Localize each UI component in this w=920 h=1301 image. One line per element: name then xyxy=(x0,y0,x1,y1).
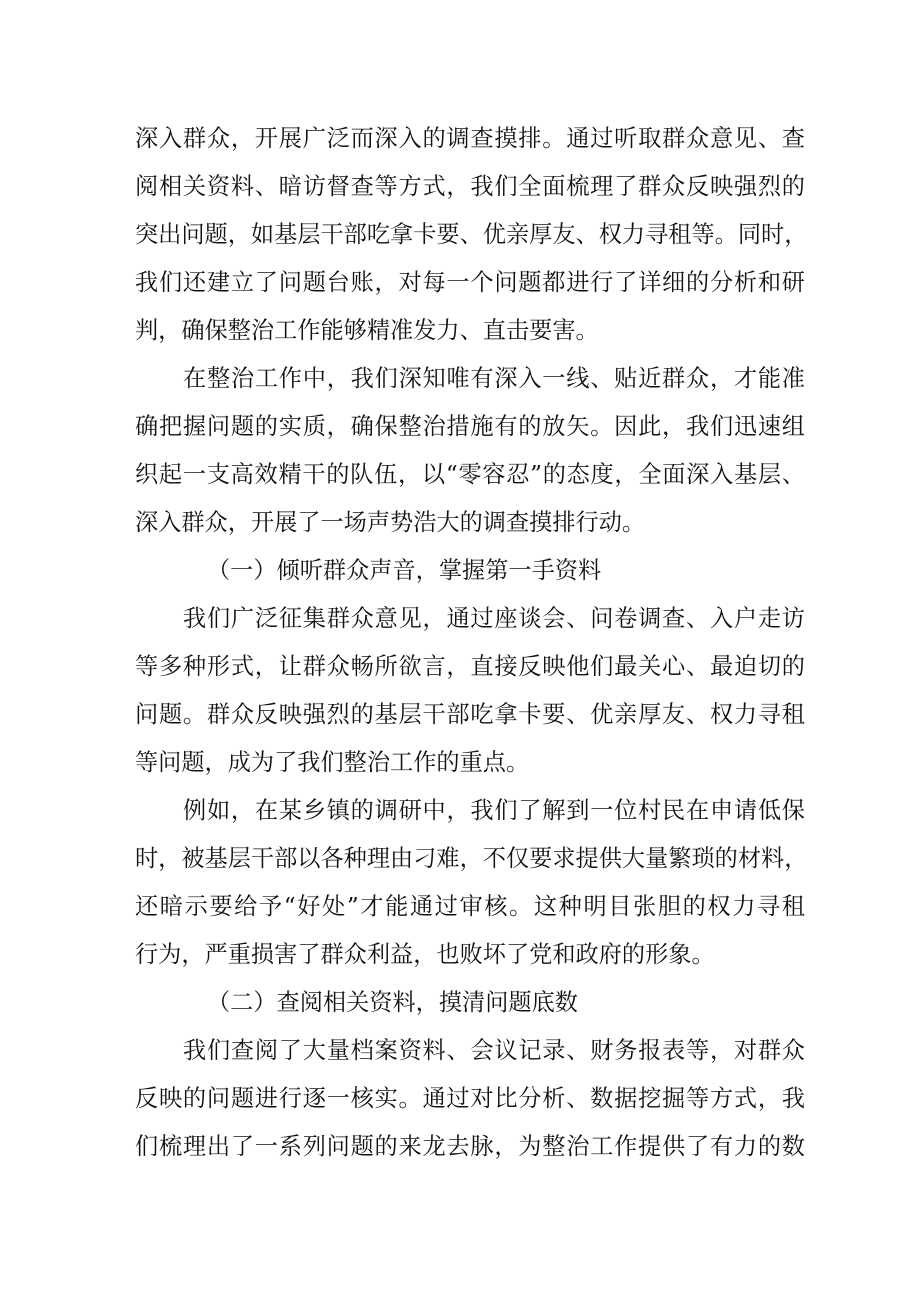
text-line: 等多种形式，让群众畅所欲言，直接反映他们最关心、最迫切的 xyxy=(135,653,805,680)
paragraph-first-line: 例如，在某乡镇的调研中，我们了解到一位村民在申请低保 xyxy=(183,797,805,824)
text-line: 深入群众，开展广泛而深入的调查摸排。通过听取群众意见、查 xyxy=(135,125,805,152)
text-line: 阅相关资料、暗访督查等方式，我们全面梳理了群众反映强烈的 xyxy=(135,173,805,200)
section-heading-1: （一）倾听群众声音，掌握第一手资料 xyxy=(207,557,602,584)
text-line: 判，确保整治工作能够精准发力、直击要害。 xyxy=(135,317,599,344)
text-line: 还暗示要给予“好处”才能通过审核。这种明目张胆的权力寻租 xyxy=(135,893,805,920)
text-line: 时，被基层干部以各种理由刁难，不仅要求提供大量繁琐的材料， xyxy=(135,845,808,872)
text-line: 我们还建立了问题台账，对每一个问题都进行了详细的分析和研 xyxy=(135,269,805,296)
paragraph-first-line: 我们广泛征集群众意见，通过座谈会、问卷调查、入户走访 xyxy=(183,605,805,632)
text-line: 织起一支高效精干的队伍，以“零容忍”的态度，全面深入基层、 xyxy=(135,461,805,488)
text-line: 行为，严重损害了群众利益，也败坏了党和政府的形象。 xyxy=(135,941,715,968)
text-line: 问题。群众反映强烈的基层干部吃拿卡要、优亲厚友、权力寻租 xyxy=(135,701,805,728)
text-line: 反映的问题进行逐一核实。通过对比分析、数据挖掘等方式，我 xyxy=(135,1085,805,1112)
text-line: 等问题，成为了我们整治工作的重点。 xyxy=(135,749,530,776)
paragraph-first-line: 在整治工作中，我们深知唯有深入一线、贴近群众，才能准 xyxy=(183,365,805,392)
text-line: 深入群众，开展了一场声势浩大的调查摸排行动。 xyxy=(135,509,646,536)
text-line: 确把握问题的实质，确保整治措施有的放矢。因此，我们迅速组 xyxy=(135,413,805,440)
text-line: 们梳理出了一系列问题的来龙去脉，为整治工作提供了有力的数 xyxy=(135,1133,805,1160)
section-heading-2: （二）查阅相关资料，摸清问题底数 xyxy=(207,989,578,1016)
paragraph-first-line: 我们查阅了大量档案资料、会议记录、财务报表等，对群众 xyxy=(183,1037,805,1064)
text-line: 突出问题，如基层干部吃拿卡要、优亲厚友、权力寻租等。同时， xyxy=(135,221,808,248)
